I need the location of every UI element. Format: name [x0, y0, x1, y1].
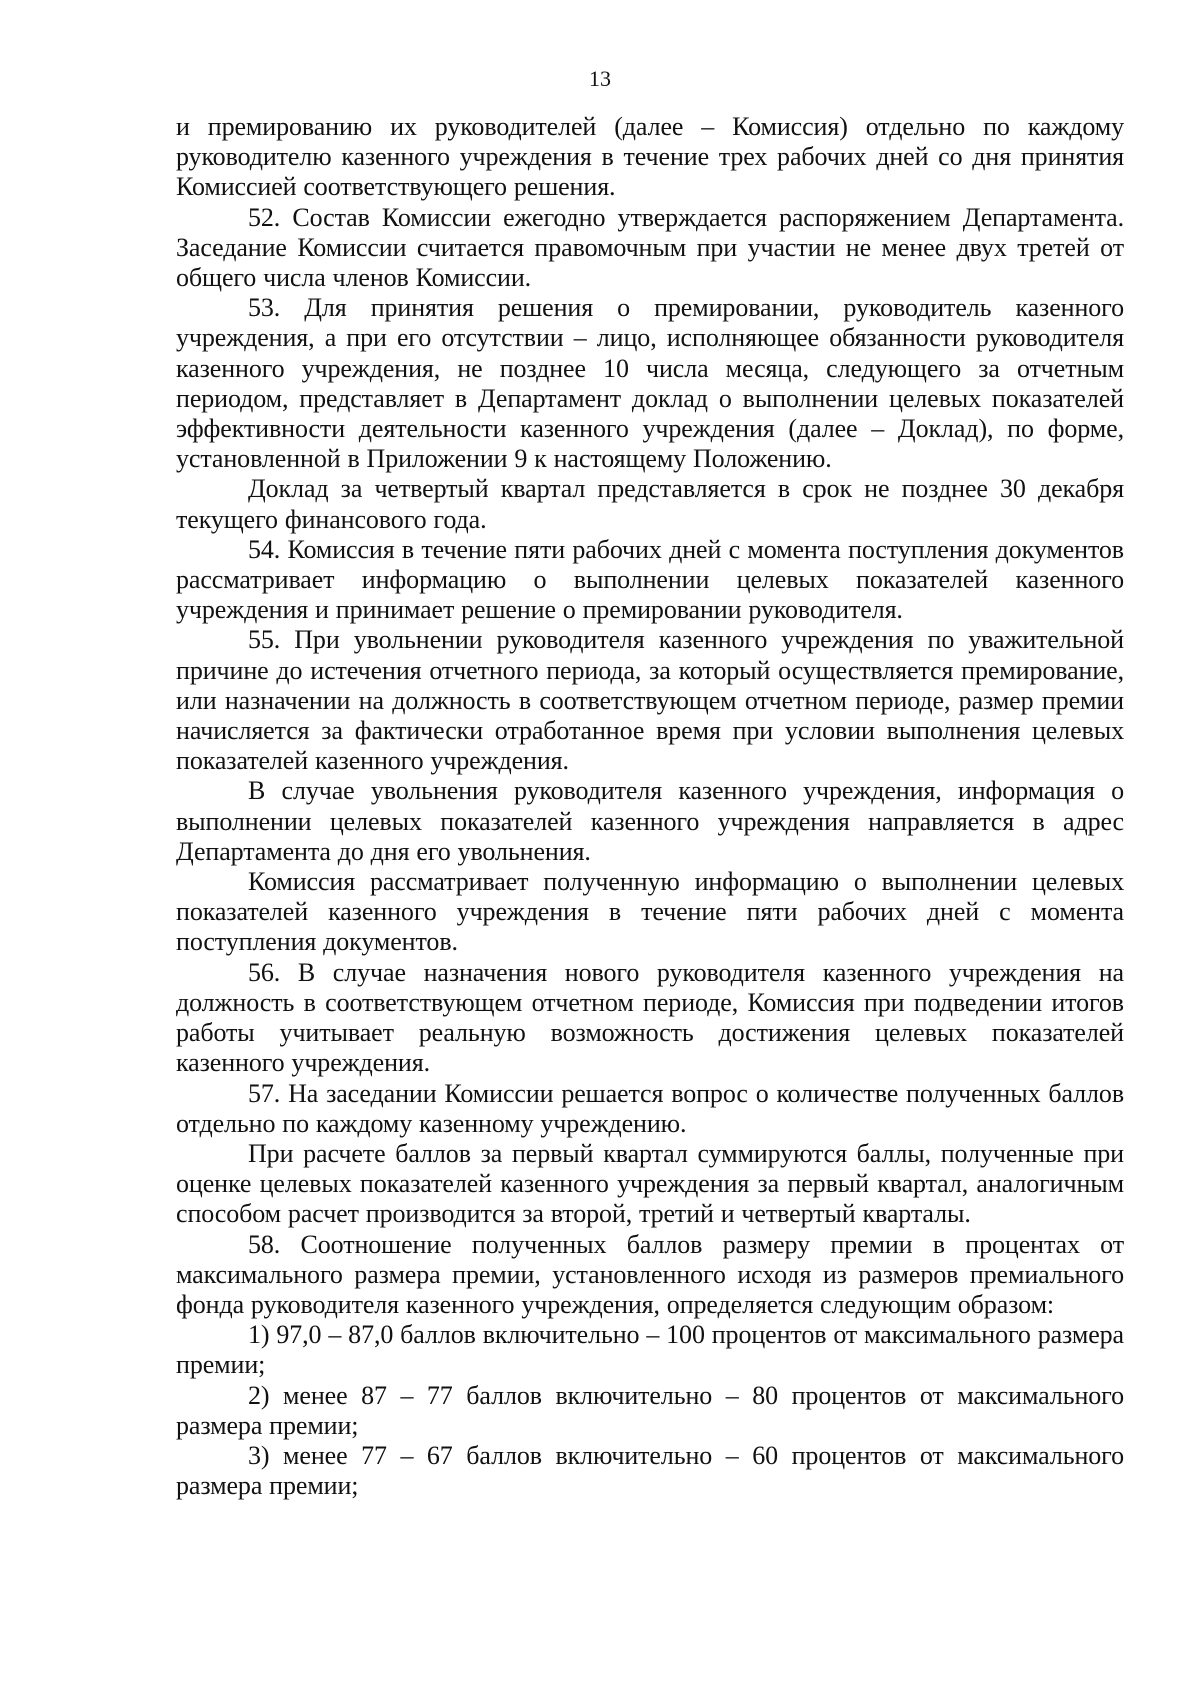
paragraph-57: 57. На заседании Комиссии решается вопрос о количестве полученных баллов отдельно по каждому казенному учреждению.	[176, 1078, 1124, 1138]
paragraph-55-dismissal: В случае увольнения руководителя казенного учреждения, информация о выполнении целевых показателей казенного учреждения направляется в адрес Департамента до дня его увольнения.	[176, 776, 1124, 866]
list-item-2: 2) менее 87 – 77 баллов включительно – 80 процентов от максимального размера премии;	[176, 1380, 1124, 1440]
paragraph-54: 54. Комиссия в течение пяти рабочих дней с момента поступления документов рассматривает информацию о выполнении целевых показателей казенного учреждения и принимает решение о премировании руководителя.	[176, 534, 1124, 625]
paragraph-52: 52. Состав Комиссии ежегодно утверждается распоряжением Департамента. Заседание Комиссии считается правомочным при участии не менее двух третей от общего числа членов Комиссии.	[176, 202, 1124, 293]
paragraph-53-report-deadline: Доклад за четвертый квартал представляется в срок не позднее 30 декабря текущего финансового года.	[176, 474, 1124, 534]
paragraph-continuation: и премированию их руководителей (далее – Комиссия) отдельно по каждому руководителю казенного учреждения в течение трех рабочих дней со дня принятия Комиссией соответствующего решения.	[176, 112, 1124, 202]
paragraph-56: 56. В случае назначения нового руководителя казенного учреждения на должность в соответствующем отчетном периоде, Комиссия при подведении итогов работы учитывает реальную возможность достижения целевых показателей казенного учреждения.	[176, 957, 1124, 1078]
document-body	[176, 112, 1124, 1501]
list-item-3: 3) менее 77 – 67 баллов включительно – 60 процентов от максимального размера премии;	[176, 1440, 1124, 1501]
paragraph-55: 55. При увольнении руководителя казенного учреждения по уважительной причине до истечения отчетного периода, за который осуществляется премирование, или назначении на должность в соответствующем отчетном периоде, размер премии начисляется за фактически отработанное время при условии выполнения целевых показателей казенного учреждения.	[176, 625, 1124, 776]
page-number: 13	[589, 66, 611, 91]
paragraph-53: 53. Для принятия решения о премировании, руководитель казенного учреждения, а при его отсутствии – лицо, исполняющее обязанности руководителя казенного учреждения, не позднее 10 числа месяца, следующего за отчетным периодом, представляет в Департамент доклад о выполнении целевых показателей эффективности деятельности казенного учреждения (далее – Доклад), по форме, установленной в Приложении 9 к настоящему Положению.	[176, 293, 1124, 474]
paragraph-55-review: Комиссия рассматривает полученную информацию о выполнении целевых показателей казенного учреждения в течение пяти рабочих дней с момента поступления документов.	[176, 867, 1124, 957]
paragraph-57-quarters: При расчете баллов за первый квартал суммируются баллы, полученные при оценке целевых показателей казенного учреждения за первый квартал, аналогичным способом расчет производится за второй, третий и четвертый кварталы.	[176, 1138, 1124, 1229]
paragraph-58: 58. Соотношение полученных баллов размеру премии в процентах от максимального размера премии, установленного исходя из размеров премиального фонда руководителя казенного учреждения, определяется следующим образом:	[176, 1229, 1124, 1319]
list-item-1: 1) 97,0 – 87,0 баллов включительно – 100 процентов от максимального размера премии;	[176, 1320, 1124, 1380]
